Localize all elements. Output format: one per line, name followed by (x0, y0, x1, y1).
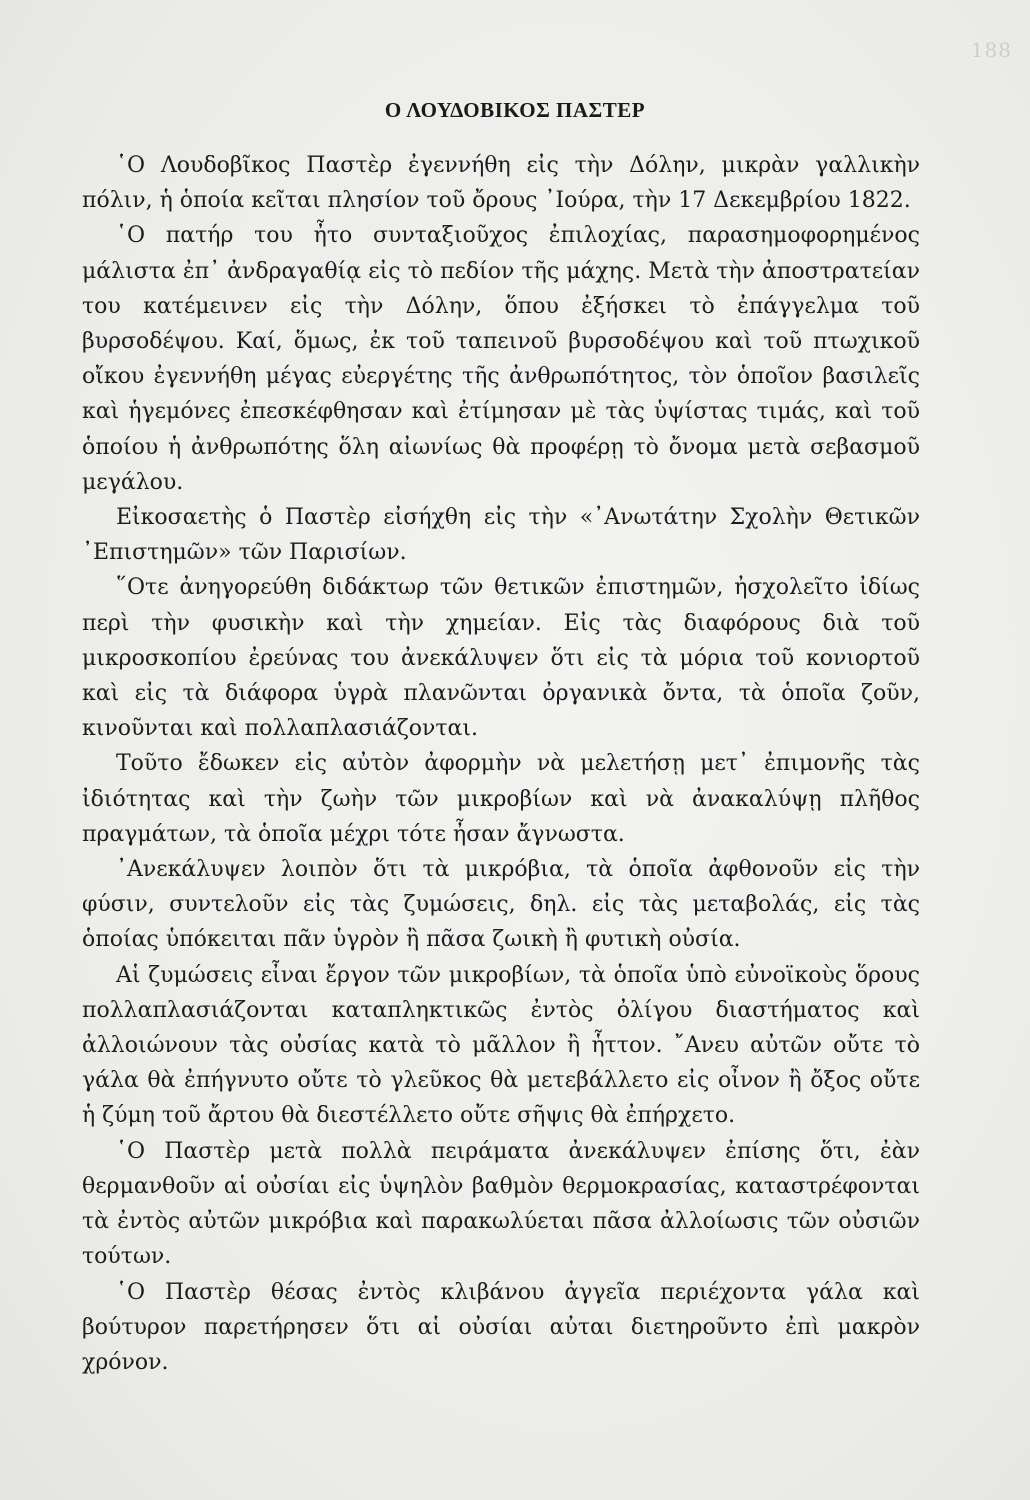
paragraph-microbe-study: Τοῦτο ἔδωκεν εἰς αὐτὸν ἀφορμὴν νὰ μελετήσῃ μετ᾿ ἐπιμονῆς τὰς ἰδιότητας καὶ τὴν ζωὴν τῶν μικροβίων καὶ νὰ ἀνακαλύψῃ πλῆθος πραγμάτων, τὰ ὁποῖα μέχρι τότε ἦσαν ἄγνωστα. (82, 751, 920, 847)
paragraph-father: ῾Ο πατήρ του ἦτο συνταξιοῦχος ἐπιλοχίας, παρασημοφορημένος μάλιστα ἐπ᾿ ἀνδραγαθίᾳ εἰς τὸ πεδίον τῆς μάχης. Μετὰ τὴν ἀποστρατείαν του κατέμεινεν εἰς τὴν Δόλην, ὅπου ἐξήσκει τὸ ἐπάγγελμα τοῦ βυρσοδέψου. Καί, ὅμως, ἐκ τοῦ ταπεινοῦ βυρσοδέψου καὶ τοῦ πτωχικοῦ οἴκου ἐγεννήθη μέγας εὐεργέτης τῆς ἀνθρωπότητος, τὸν ὁποῖον βασιλεῖς καὶ ἡγεμόνες ἐπεσκέφθησαν καὶ ἐτίμησαν μὲ τὰς ὑψίστας τιμάς, καὶ τοῦ ὁποίου ἡ ἀνθρωπότης ὅλη αἰωνίως θὰ προφέρῃ τὸ ὄνομα μετὰ σεβασμοῦ μεγάλου. (82, 223, 920, 495)
paragraph-birth: ῾Ο Λουδοβῖκος Παστὲρ ἐγεννήθη εἰς τὴν Δόλην, μικρὰν γαλλικὴν πόλιν, ἡ ὁποία κεῖται πλησίον τοῦ ὄρους ᾿Ιούρα, τὴν 17 Δεκεμβρίου 1822. (82, 153, 920, 214)
paragraph-oven-experiment: ῾Ο Παστὲρ θέσας ἐντὸς κλιβάνου ἀγγεῖα περιέχοντα γάλα καὶ βούτυρον παρετήρησεν ὅτι αἱ οὐσίαι αὐται διετηροῦντο ἐπὶ μακρὸν χρόνον. (82, 1279, 920, 1375)
paragraph-heating: ῾Ο Παστὲρ μετὰ πολλὰ πειράματα ἀνεκάλυψεν ἐπίσης ὅτι, ἐὰν θερμανθοῦν αἱ οὐσίαι εἰς ὑψηλὸν βαθμὸν θερμοκρασίας, καταστρέφονται τὰ ἐντὸς αὐτῶν μικρόβια καὶ παρακωλύεται πᾶσα ἀλλοίωσις τῶν οὐσιῶν τούτων. (82, 1138, 920, 1270)
page-title: Ο ΛΟΥΔΟΒΙΚΟΣ ΠΑΣΤΕΡ (384, 98, 646, 122)
paragraph-school: Εἰκοσαετὴς ὁ Παστὲρ εἰσήχθη εἰς τὴν «᾿Ανωτάτην Σχολὴν Θετικῶν ᾿Επιστημῶν» τῶν Παρισίων. (82, 505, 920, 566)
page-number: 188 (970, 38, 1012, 62)
paragraph-doctorate: ῞Οτε ἀνηγορεύθη διδάκτωρ τῶν θετικῶν ἐπιστημῶν, ἠσχολεῖτο ἰδίως περὶ τὴν φυσικὴν καὶ τὴν χημείαν. Εἰς τὰς διαφόρους διὰ τοῦ μικροσκοπίου ἐρεύνας του ἀνεκάλυψεν ὅτι εἰς τὰ μόρια τοῦ κονιορτοῦ καὶ εἰς τὰ διάφορα ὑγρὰ πλανῶνται ὀργανικὰ ὄντα, τὰ ὁποῖα ζοῦν, κινοῦνται καὶ πολλαπλασιάζονται. (82, 575, 920, 742)
body-text (82, 148, 920, 1380)
paragraph-fermentation-discovery: ᾿Ανεκάλυψεν λοιπὸν ὅτι τὰ μικρόβια, τὰ ὁποῖα ἀφθονοῦν εἰς τὴν φύσιν, συντελοῦν εἰς τὰς ζυμώσεις, δηλ. εἰς τὰς μεταβολάς, εἰς τὰς ὁποίας ὑπόκειται πᾶν ὑγρὸν ἢ πᾶσα ζωικὴ ἢ φυτικὴ οὐσία. (82, 857, 920, 953)
paragraph-fermentation-work: Αἱ ζυμώσεις εἶναι ἔργον τῶν μικροβίων, τὰ ὁποῖα ὑπὸ εὐνοϊκοὺς ὅρους πολλαπλασιάζονται καταπληκτικῶς ἐντὸς ὀλίγου διαστήματος καὶ ἀλλοιώνουν τὰς οὐσίας κατὰ τὸ μᾶλλον ἢ ἧττον. ῎Ανευ αὐτῶν οὔτε τὸ γάλα θὰ ἐπήγνυτο οὔτε τὸ γλεῦκος θὰ μετεβάλλετο εἰς οἶνον ἢ ὄξος οὔτε ἡ ζύμη τοῦ ἄρτου θὰ διεστέλλετο οὔτε σῆψις θὰ ἐπήρχετο. (82, 962, 920, 1129)
